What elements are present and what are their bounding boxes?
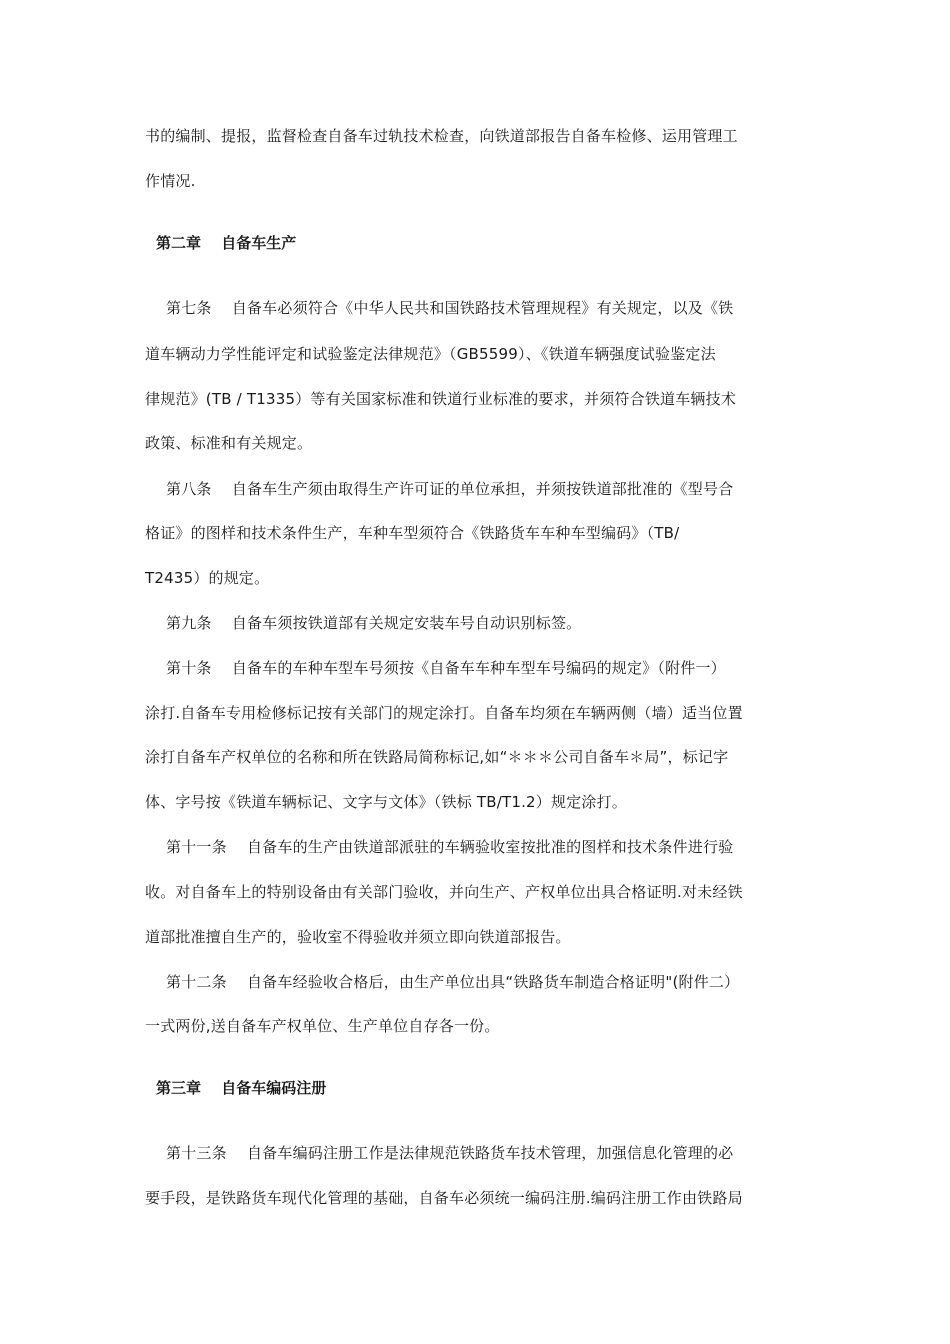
chapter-heading: 第二章 自备车生产 (156, 234, 297, 252)
paragraph-line: 要手段，是铁路货车现代化管理的基础，自备车必须统一编码注册.编码注册工作由铁路局 (145, 1189, 743, 1207)
chapter-heading: 第三章 自备车编码注册 (156, 1079, 327, 1097)
paragraph-line: 作情况. (145, 172, 196, 190)
paragraph-line: 涂打.自备车专用检修标记按有关部门的规定涂打。自备车均须在车辆两侧（墙）适当位置 (145, 704, 743, 722)
paragraph-line: 律规范》(TB / T1335）等有关国家标准和铁道行业标准的要求，并须符合铁道车辆技术 (145, 390, 737, 408)
paragraph-line: 第十一条 自备车的生产由铁道部派驻的车辆验收室按批准的图样和技术条件进行验 (166, 838, 734, 856)
paragraph-line: 第七条 自备车必须符合《中华人民共和国铁路技术管理规程》有关规定，以及《铁 (166, 299, 734, 317)
paragraph-line: 格证》的图样和技术条件生产，车种车型须符合《铁路货车车种车型编码》（TB/ (145, 524, 680, 542)
paragraph-line: 体、字号按《铁道车辆标记、文字与文体》（铁标 TB/T1.2）规定涂打。 (145, 793, 627, 811)
paragraph-line: 收。对自备车上的特别设备由有关部门验收，并向生产、产权单位出具合格证明.对未经铁 (145, 883, 743, 901)
paragraph-line: 书的编制、提报，监督检查自备车过轨技术检查，向铁道部报告自备车检修、运用管理工 (145, 127, 738, 145)
paragraph-line: 第十条 自备车的车种车型车号须按《自备车车种车型车号编码的规定》（附件一） (166, 659, 726, 677)
paragraph-line: 第十二条 自备车经验收合格后，由生产单位出具“铁路货车制造合格证明"(附件二） (166, 973, 740, 991)
paragraph-line: 道车辆动力学性能评定和试验鉴定法律规范》（GB5599）、《铁道车辆强度试验鉴定法 (145, 345, 716, 363)
paragraph-line: T2435）的规定。 (145, 569, 270, 587)
paragraph-line: 政策、标准和有关规定。 (145, 434, 313, 452)
paragraph-line: 道部批准擅自生产的，验收室不得验收并须立即向铁道部报告。 (145, 928, 571, 946)
paragraph-line: 涂打自备车产权单位的名称和所在铁路局简称标记,如“＊＊＊公司自备车＊局”，标记字 (145, 748, 729, 766)
paragraph-line: 第八条 自备车生产须由取得生产许可证的单位承担，并须按铁道部批准的《型号合 (166, 480, 734, 498)
paragraph-line: 一式两份,送自备车产权单位、生产单位自存各一份。 (145, 1017, 500, 1035)
paragraph-line: 第十三条 自备车编码注册工作是法律规范铁路货车技术管理，加强信息化管理的必 (166, 1144, 734, 1162)
paragraph-line: 第九条 自备车须按铁道部有关规定安装车号自动识别标签。 (166, 614, 582, 632)
